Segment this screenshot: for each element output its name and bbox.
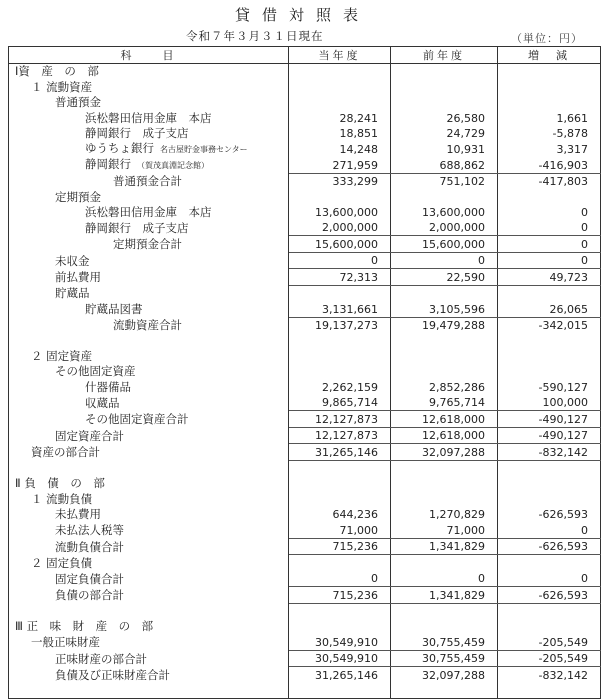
- change-value: 49,723: [498, 269, 601, 285]
- account-name: ２ 固定負債: [31, 555, 93, 570]
- table-row: [9, 587, 601, 603]
- account-label: [9, 301, 289, 317]
- previous-year-value: [391, 555, 498, 571]
- previous-year-value: 10,931: [391, 141, 498, 157]
- previous-year-value: 1,341,829: [391, 587, 498, 603]
- account-label: [9, 427, 289, 443]
- account-label: [9, 173, 289, 189]
- current-year-value: 13,600,000: [289, 205, 391, 220]
- account-name: 未収金: [55, 253, 90, 268]
- table-row: [9, 317, 601, 333]
- account-name: 貯蔵品図書: [85, 302, 143, 317]
- current-year-value: 2,000,000: [289, 220, 391, 236]
- account-label: [9, 189, 289, 204]
- current-year-value: 12,127,873: [289, 427, 391, 443]
- current-year-value: 3,131,661: [289, 301, 391, 317]
- account-name: 浜松磐田信用金庫 本店: [85, 205, 212, 219]
- account-name: 浜松磐田信用金庫 本店: [85, 110, 212, 125]
- account-label: [9, 141, 289, 157]
- current-year-value: 28,241: [289, 110, 391, 125]
- account-label: [9, 411, 289, 427]
- current-year-value: 9,865,714: [289, 395, 391, 411]
- change-value: [498, 333, 601, 348]
- current-year-value: [289, 285, 391, 301]
- account-label: [9, 269, 289, 285]
- table-row: [9, 95, 601, 110]
- current-year-value: 31,265,146: [289, 667, 391, 683]
- previous-year-value: 0: [391, 571, 498, 587]
- current-year-value: [289, 333, 391, 348]
- account-name: Ⅲ 正 味 財 産 の 部: [15, 619, 154, 634]
- change-value: [498, 64, 601, 80]
- current-year-value: [289, 64, 391, 80]
- unit-label: （単位：円）: [511, 32, 583, 45]
- table-row: [9, 269, 601, 285]
- previous-year-value: 751,102: [391, 173, 498, 189]
- current-year-value: [289, 189, 391, 204]
- column-header-current-year: 当年度: [289, 47, 391, 64]
- previous-year-value: [391, 491, 498, 506]
- previous-year-value: 30,755,459: [391, 634, 498, 650]
- table-row: [9, 157, 601, 173]
- account-name: ２ 固定資産: [31, 348, 93, 363]
- current-year-value: 30,549,910: [289, 650, 391, 666]
- previous-year-value: 15,600,000: [391, 236, 498, 252]
- previous-year-value: 0: [391, 252, 498, 268]
- account-label: [9, 64, 289, 80]
- table-row: [9, 460, 601, 476]
- account-label: [9, 95, 289, 110]
- account-label: [9, 603, 289, 619]
- change-value: -417,803: [498, 173, 601, 189]
- previous-year-value: 32,097,288: [391, 444, 498, 460]
- account-label: [9, 538, 289, 554]
- current-year-value: [289, 603, 391, 619]
- previous-year-value: 2,000,000: [391, 220, 498, 236]
- account-name: その他固定資産合計: [85, 412, 189, 427]
- account-label: [9, 587, 289, 603]
- account-name: Ⅱ 負 債 の 部: [15, 476, 105, 491]
- account-name: 貯蔵品: [55, 286, 90, 301]
- account-label: [9, 650, 289, 666]
- previous-year-value: 1,270,829: [391, 507, 498, 522]
- account-label: [9, 285, 289, 301]
- account-name: その他固定資産: [55, 364, 136, 379]
- previous-year-value: 24,729: [391, 126, 498, 141]
- change-value: 0: [498, 571, 601, 587]
- account-label: [9, 571, 289, 587]
- change-value: 26,065: [498, 301, 601, 317]
- current-year-value: [289, 79, 391, 94]
- account-name: 負債の部合計: [55, 588, 124, 602]
- account-name: 正味財産の部合計: [55, 651, 147, 666]
- document-title: 貸借対照表: [234, 6, 370, 24]
- previous-year-value: [391, 364, 498, 379]
- current-year-value: 271,959: [289, 157, 391, 173]
- current-year-value: [289, 460, 391, 476]
- account-label: [9, 476, 289, 491]
- current-year-value: [289, 619, 391, 634]
- table-row: [9, 349, 601, 364]
- current-year-value: [289, 476, 391, 491]
- change-value: -832,142: [498, 667, 601, 683]
- account-label: [9, 317, 289, 333]
- change-value: -416,903: [498, 157, 601, 173]
- balance-sheet-table: [8, 46, 601, 699]
- change-value: [498, 285, 601, 301]
- account-name: 一般正味財産: [31, 635, 100, 650]
- account-name: 定期預金: [55, 189, 101, 204]
- previous-year-value: [391, 189, 498, 204]
- previous-year-value: [391, 460, 498, 476]
- table-row: [9, 634, 601, 650]
- account-label: [9, 667, 289, 683]
- table-row: [9, 522, 601, 538]
- table-row: [9, 301, 601, 317]
- table-row: [9, 667, 601, 683]
- account-name: 静岡銀行: [85, 157, 131, 172]
- change-value: [498, 349, 601, 364]
- change-value: [498, 460, 601, 476]
- table-row: [9, 252, 601, 268]
- previous-year-value: [391, 349, 498, 364]
- account-note: （賀茂真淵記念館）: [137, 161, 209, 171]
- current-year-value: [289, 364, 391, 379]
- previous-year-value: [391, 95, 498, 110]
- previous-year-value: 1,341,829: [391, 538, 498, 554]
- change-value: 100,000: [498, 395, 601, 411]
- current-year-value: 0: [289, 571, 391, 587]
- account-name: 定期預金合計: [113, 237, 182, 252]
- previous-year-value: [391, 603, 498, 619]
- table-row: [9, 364, 601, 379]
- change-value: 3,317: [498, 141, 601, 157]
- table-row: [9, 683, 601, 699]
- account-name: ゆうちょ銀行: [85, 141, 154, 156]
- previous-year-value: [391, 619, 498, 634]
- change-value: [498, 619, 601, 634]
- table-row: [9, 110, 601, 125]
- account-name: 収蔵品: [85, 395, 120, 410]
- table-row: [9, 379, 601, 394]
- change-value: 0: [498, 522, 601, 538]
- table-row: [9, 650, 601, 666]
- account-name: 流動資産合計: [113, 318, 182, 333]
- previous-year-value: 688,862: [391, 157, 498, 173]
- account-name: 固定負債合計: [55, 571, 124, 586]
- current-year-value: 18,851: [289, 126, 391, 141]
- account-label: [9, 460, 289, 476]
- table-row: [9, 491, 601, 506]
- current-year-value: 715,236: [289, 538, 391, 554]
- column-header-change: 増 減: [498, 47, 601, 64]
- current-year-value: 333,299: [289, 173, 391, 189]
- table-row: [9, 411, 601, 427]
- change-value: [498, 95, 601, 110]
- current-year-value: 71,000: [289, 522, 391, 538]
- current-year-value: 644,236: [289, 507, 391, 522]
- account-label: [9, 444, 289, 460]
- table-row: [9, 285, 601, 301]
- change-value: -832,142: [498, 444, 601, 460]
- account-label: [9, 507, 289, 522]
- account-label: [9, 634, 289, 650]
- change-value: 0: [498, 220, 601, 236]
- account-label: [9, 491, 289, 506]
- table-row: [9, 189, 601, 204]
- column-header-account: 科 目: [9, 47, 289, 64]
- account-name: 流動負債合計: [55, 539, 124, 554]
- change-value: [498, 491, 601, 506]
- account-label: [9, 110, 289, 125]
- account-label: [9, 79, 289, 94]
- previous-year-value: 22,590: [391, 269, 498, 285]
- change-value: -626,593: [498, 587, 601, 603]
- account-label: [9, 364, 289, 379]
- account-note: 名古屋貯金事務センター: [160, 145, 248, 155]
- previous-year-value: [391, 683, 498, 699]
- account-name: １ 流動負債: [31, 491, 93, 506]
- previous-year-value: 12,618,000: [391, 411, 498, 427]
- table-row: [9, 476, 601, 491]
- previous-year-value: [391, 64, 498, 80]
- account-name: 未払法人税等: [55, 523, 124, 538]
- current-year-value: 30,549,910: [289, 634, 391, 650]
- previous-year-value: 19,479,288: [391, 317, 498, 333]
- account-label: [9, 220, 289, 236]
- current-year-value: [289, 683, 391, 699]
- account-label: [9, 252, 289, 268]
- previous-year-value: 9,765,714: [391, 395, 498, 411]
- change-value: 0: [498, 236, 601, 252]
- previous-year-value: [391, 333, 498, 348]
- previous-year-value: 32,097,288: [391, 667, 498, 683]
- table-row: [9, 444, 601, 460]
- table-row: [9, 333, 601, 348]
- change-value: [498, 476, 601, 491]
- current-year-value: [289, 491, 391, 506]
- table-row: [9, 427, 601, 443]
- account-label: [9, 522, 289, 538]
- change-value: [498, 79, 601, 94]
- account-label: [9, 555, 289, 571]
- account-name: 資産の部合計: [31, 445, 100, 460]
- table-row: [9, 220, 601, 236]
- current-year-value: 72,313: [289, 269, 391, 285]
- current-year-value: 31,265,146: [289, 444, 391, 460]
- report-date: 令和７年３月３１日現在: [186, 29, 324, 43]
- current-year-value: 19,137,273: [289, 317, 391, 333]
- current-year-value: 715,236: [289, 587, 391, 603]
- account-name: Ⅰ資 産 の 部: [15, 64, 99, 79]
- previous-year-value: [391, 476, 498, 491]
- change-value: 1,661: [498, 110, 601, 125]
- table-row: [9, 173, 601, 189]
- change-value: [498, 603, 601, 619]
- table-row: [9, 555, 601, 571]
- account-name: 什器備品: [85, 379, 131, 394]
- change-value: 0: [498, 252, 601, 268]
- table-body: [9, 64, 601, 699]
- current-year-value: 0: [289, 252, 391, 268]
- table-row: [9, 236, 601, 252]
- table-row: [9, 603, 601, 619]
- table-row: [9, 571, 601, 587]
- change-value: -205,549: [498, 650, 601, 666]
- table-row: [9, 538, 601, 554]
- account-name: 負債及び正味財産合計: [55, 667, 170, 682]
- previous-year-value: 3,105,596: [391, 301, 498, 317]
- previous-year-value: 13,600,000: [391, 205, 498, 220]
- table-row: [9, 205, 601, 220]
- change-value: 0: [498, 205, 601, 220]
- change-value: [498, 683, 601, 699]
- change-value: [498, 189, 601, 204]
- previous-year-value: 12,618,000: [391, 427, 498, 443]
- account-name: 未払費用: [55, 507, 101, 522]
- change-value: [498, 364, 601, 379]
- change-value: -490,127: [498, 411, 601, 427]
- table-row: [9, 395, 601, 411]
- change-value: -205,549: [498, 634, 601, 650]
- change-value: -590,127: [498, 379, 601, 394]
- column-header-previous-year: 前年度: [391, 47, 498, 64]
- table-row: [9, 507, 601, 522]
- account-name: 前払費用: [55, 270, 101, 285]
- account-label: [9, 349, 289, 364]
- account-name: １ 流動資産: [31, 79, 93, 94]
- previous-year-value: 26,580: [391, 110, 498, 125]
- table-row: [9, 619, 601, 634]
- table-row: [9, 141, 601, 157]
- account-label: [9, 333, 289, 348]
- previous-year-value: 71,000: [391, 522, 498, 538]
- current-year-value: 14,248: [289, 141, 391, 157]
- previous-year-value: 30,755,459: [391, 650, 498, 666]
- account-label: [9, 205, 289, 220]
- table-row: [9, 79, 601, 94]
- account-label: [9, 683, 289, 699]
- table-header-row: [9, 47, 601, 64]
- current-year-value: [289, 95, 391, 110]
- account-label: [9, 379, 289, 394]
- account-name: 静岡銀行 成子支店: [85, 126, 189, 141]
- table-row: [9, 64, 601, 80]
- current-year-value: [289, 349, 391, 364]
- change-value: -626,593: [498, 507, 601, 522]
- account-name: 静岡銀行 成子支店: [85, 220, 189, 235]
- account-label: [9, 619, 289, 634]
- change-value: -342,015: [498, 317, 601, 333]
- change-value: -626,593: [498, 538, 601, 554]
- account-name: 普通預金: [55, 95, 101, 110]
- account-name: 普通預金合計: [113, 174, 182, 189]
- table-row: [9, 126, 601, 141]
- account-name: 固定資産合計: [55, 428, 124, 443]
- change-value: -5,878: [498, 126, 601, 141]
- previous-year-value: 2,852,286: [391, 379, 498, 394]
- change-value: -490,127: [498, 427, 601, 443]
- current-year-value: [289, 555, 391, 571]
- account-label: [9, 395, 289, 411]
- current-year-value: 12,127,873: [289, 411, 391, 427]
- previous-year-value: [391, 79, 498, 94]
- change-value: [498, 555, 601, 571]
- account-label: [9, 126, 289, 141]
- account-label: [9, 157, 289, 173]
- current-year-value: 15,600,000: [289, 236, 391, 252]
- previous-year-value: [391, 285, 498, 301]
- account-label: [9, 236, 289, 252]
- current-year-value: 2,262,159: [289, 379, 391, 394]
